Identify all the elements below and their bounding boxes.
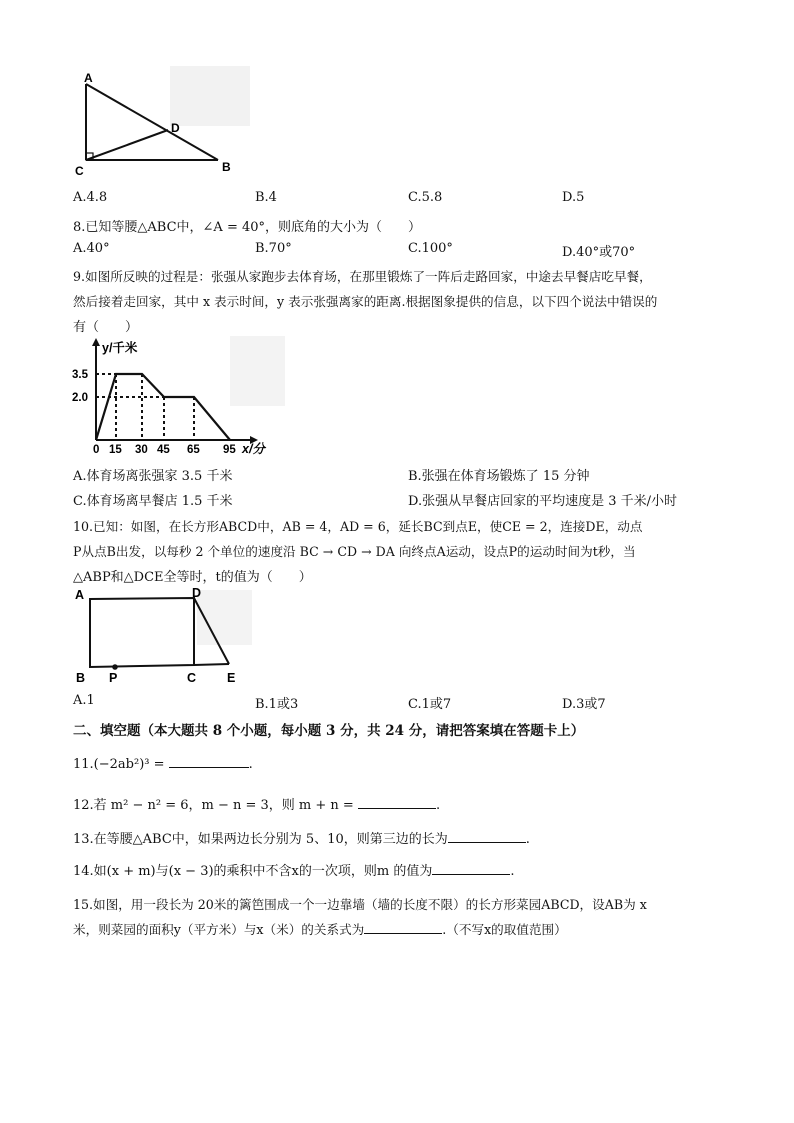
q11: 11.(−2ab²)³ = . bbox=[73, 753, 253, 772]
q14: 14.如(x + m)与(x − 3)的乘积中不含x的一次项，则m 的值为 . bbox=[73, 860, 514, 879]
q14-text: 14.如(x + m)与(x − 3)的乘积中不含x的一次项，则m 的值为 bbox=[73, 864, 433, 879]
label-c: C bbox=[75, 164, 84, 178]
x-tick-30: 30 bbox=[135, 444, 148, 456]
q10-option-a: A.1 bbox=[73, 693, 95, 708]
q8-option-d: D.40°或70° bbox=[562, 245, 636, 260]
label-d: D bbox=[171, 121, 180, 135]
section-2-title: 二、填空题（本大题共 8 个小题，每小题 3 分，共 24 分，请把答案填在答题卡上） bbox=[73, 723, 585, 739]
point-p bbox=[112, 664, 118, 670]
q11-answer-blank[interactable] bbox=[169, 753, 249, 768]
q9-stem-line-2: 然后接着走回家，其中 x 表示时间，y 表示张强离家的距离.根据图象提供的信息，以下四个说法中错误的 bbox=[73, 294, 658, 309]
q13-answer-blank[interactable] bbox=[448, 828, 526, 843]
q9-option-c: C.体育场离早餐店 1.5 千米 bbox=[73, 494, 233, 509]
q10-stem-line-3: △ABP和△DCE全等时，t的值为（ ） bbox=[73, 570, 312, 585]
q8-option-a: A.40° bbox=[73, 241, 110, 256]
q15-answer-blank[interactable] bbox=[364, 919, 442, 934]
x-tick-0: 0 bbox=[93, 444, 100, 456]
q10-stem-line-2: P从点B出发，以每秒 2 个单位的速度沿 BC → CD → DA 向终点A运动，设点P的运动时间为t秒，当 bbox=[73, 544, 636, 559]
q9-stem-line-3: 有（ ） bbox=[73, 320, 139, 335]
y-axis-label: y/千米 bbox=[102, 341, 138, 355]
q12-answer-blank[interactable] bbox=[358, 794, 436, 809]
q10-option-c: C.1或7 bbox=[408, 697, 452, 712]
x-axis-label: x/分 bbox=[242, 442, 265, 456]
label-b: B bbox=[222, 160, 231, 174]
q15-line-2 bbox=[73, 919, 567, 938]
y-tick-2-0: 2.0 bbox=[72, 392, 88, 404]
q15-text-b: .（不写x的取值范围） bbox=[442, 922, 567, 937]
q7-option-a: A.4.8 bbox=[73, 190, 108, 205]
scan-smudge bbox=[230, 336, 285, 406]
q10-option-b: B.1或3 bbox=[255, 697, 299, 712]
x-tick-95: 95 bbox=[223, 444, 236, 456]
y-tick-3-5: 3.5 bbox=[72, 369, 88, 381]
q12: 12.若 m² − n² = 6，m − n = 3，则 m + n = . bbox=[73, 794, 440, 813]
label-e: E bbox=[227, 671, 236, 685]
q12-text: 12.若 m² − n² = 6，m − n = 3，则 m + n = bbox=[73, 798, 354, 813]
q14-answer-blank[interactable] bbox=[432, 860, 510, 875]
q13: 13.在等腰△ABC中，如果两边长分别为 5、10，则第三边的长为 . bbox=[73, 828, 530, 847]
x-tick-45: 45 bbox=[157, 444, 170, 456]
q11-text: 11.(−2ab²)³ = bbox=[73, 757, 165, 772]
x-tick-65: 65 bbox=[187, 444, 200, 456]
label-b: B bbox=[76, 671, 86, 685]
q9-option-d: D.张强从早餐店回家的平均速度是 3 千米/小时 bbox=[408, 494, 678, 509]
q10-option-d: D.3或7 bbox=[562, 697, 606, 712]
label-a: A bbox=[84, 71, 93, 85]
q7-figure bbox=[70, 64, 250, 182]
label-c: C bbox=[187, 671, 197, 685]
scan-smudge bbox=[170, 66, 250, 126]
q10-figure bbox=[72, 585, 252, 685]
segment-ce bbox=[194, 664, 229, 665]
q7-option-d: D.5 bbox=[562, 190, 585, 205]
q7-option-b: B.4 bbox=[255, 190, 277, 205]
label-d: D bbox=[192, 586, 202, 600]
q15-text-a: 米，则菜园的面积y（平方米）与x（米）的关系式为 bbox=[73, 922, 365, 937]
q7-option-c: C.5.8 bbox=[408, 190, 443, 205]
q8-stem: 8.已知等腰△ABC中，∠A = 40°，则底角的大小为（ ） bbox=[73, 220, 422, 235]
label-p: P bbox=[109, 671, 118, 685]
q9-graph bbox=[70, 336, 285, 456]
q8-option-b: B.70° bbox=[255, 241, 292, 256]
q9-option-a: A.体育场离张强家 3.5 千米 bbox=[73, 469, 233, 484]
q13-text: 13.在等腰△ABC中，如果两边长分别为 5、10，则第三边的长为 bbox=[73, 832, 448, 847]
x-tick-15: 15 bbox=[109, 444, 122, 456]
q15-line-1: 15.如图，用一段长为 20米的篱笆围成一个一边靠墙（墙的长度不限）的长方形菜园ABCD，设AB为 x bbox=[73, 897, 647, 912]
label-a: A bbox=[75, 588, 85, 602]
q9-stem-line-1: 9.如图所反映的过程是：张强从家跑步去体育场，在那里锻炼了一阵后走路回家，中途去早餐店吃早餐， bbox=[73, 269, 652, 284]
q10-stem-line-1: 10.已知：如图，在长方形ABCD中，AB = 4，AD = 6，延长BC到点E，使CE = 2，连接DE，动点 bbox=[73, 519, 643, 534]
q8-option-c: C.100° bbox=[408, 241, 453, 256]
q9-option-b: B.张强在体育场锻炼了 15 分钟 bbox=[408, 469, 590, 484]
